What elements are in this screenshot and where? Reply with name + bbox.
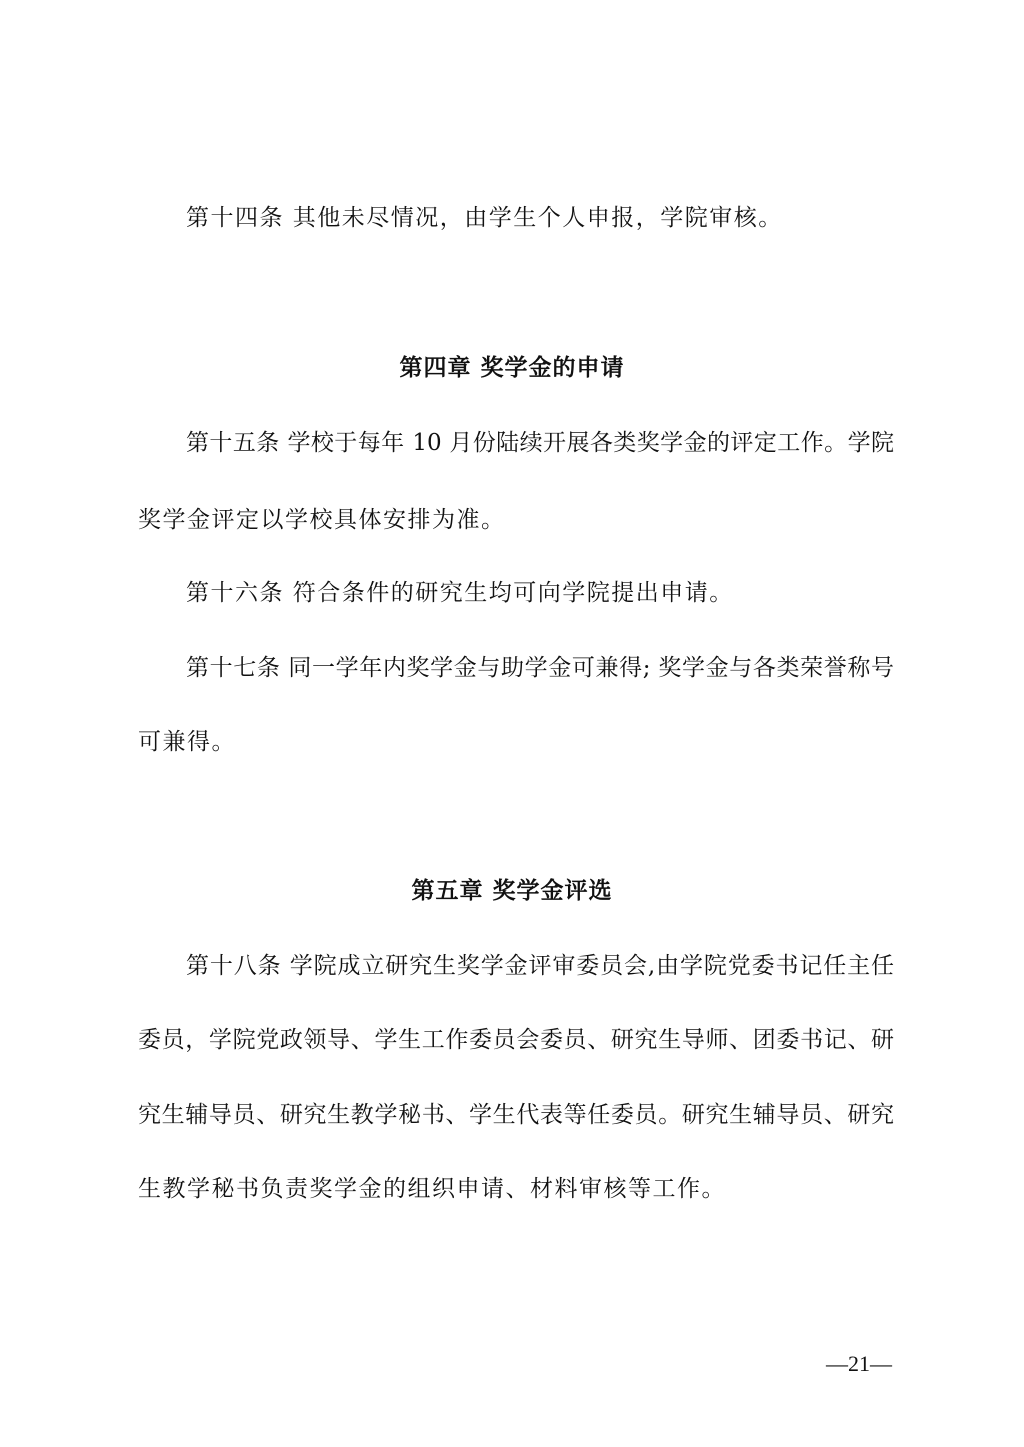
article-18-line-1: 第十八条 学院成立研究生奖学金评审委员会,由学院党委书记任主任 [186, 953, 894, 979]
article-17-line-1: 第十七条 同一学年内奖学金与助学金可兼得; 奖学金与各类荣誉称号 [186, 655, 894, 681]
article-15-line-2: 奖学金评定以学校具体安排为准。 [138, 507, 506, 533]
article-18-line-3: 究生辅导员、研究生教学秘书、学生代表等任委员。研究生辅导员、研究 [138, 1102, 894, 1128]
chapter-5-heading: 第五章 奖学金评选 [411, 877, 613, 904]
article-16: 第十六条 符合条件的研究生均可向学院提出申请。 [186, 580, 734, 606]
chapter-4-heading: 第四章 奖学金的申请 [399, 354, 625, 381]
article-17-line-2: 可兼得。 [138, 729, 236, 755]
article-15-line-1: 第十五条 学校于每年 10 月份陆续开展各类奖学金的评定工作。学院 [186, 430, 894, 456]
page-number: —21— [826, 1351, 892, 1376]
article-14: 第十四条 其他未尽情况，由学生个人申报，学院审核。 [186, 205, 783, 231]
article-18-line-4: 生教学秘书负责奖学金的组织申请、材料审核等工作。 [138, 1176, 726, 1202]
article-18-line-2: 委员，学院党政领导、学生工作委员会委员、研究生导师、团委书记、研 [138, 1027, 894, 1053]
